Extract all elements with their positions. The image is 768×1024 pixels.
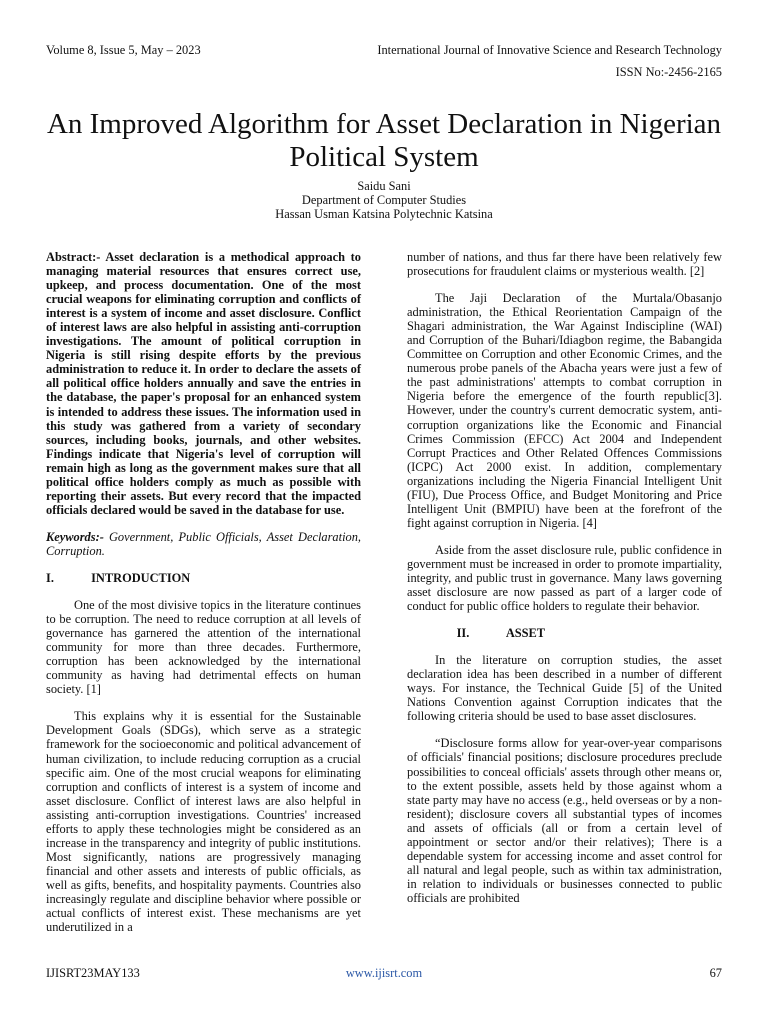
author-block [40, 179, 728, 221]
volume-issue: Volume 8, Issue 5, May – 2023 [46, 43, 201, 57]
paragraph: This explains why it is essential for the Sustainable Development Goals (SDGs), which serve as a strategic framework for the socioeconomic and political advancement of human civilization, to include reducing corruption as a crucial specific aim. One of the most crucial weapons for eliminating corruption and conflicts of interest is a system of income and asset disclosure. Conflict of interest laws are also helpful in assisting anti-corruption investigations. Countries' increased efforts to apply these technologies might be considered as an increase in the transparency and integrity of public institutions. Most significantly, nations are progressively managing financial and other assets and interests of public officials, as well as gifts, benefits, and hospitality payments. Countries also increasingly regulate and discipline behavior where possible or actual conflicts of interest exist. These mechanisms are yet underutilized in a [46, 709, 361, 935]
section-title: INTRODUCTION [91, 570, 191, 585]
abstract: Abstract:- Asset declaration is a methodical approach to managing material resources that ensures correct use, upkeep, and process documentation. One of the most crucial weapons for eliminating corruption and conflicts of interest is a system of income and asset disclosure. Conflict of interest laws are also helpful in assisting anti-corruption investigations. The amount of political corruption in Nigeria is still rising despite efforts by the previous administration to reduce it. In order to declare the assets of all political office holders annually and save the entries in the database, the paper's proposal for an enhanced system is intended to address these issues. The information used in this study was gathered from a variety of secondary sources, including books, journals, and other websites. Findings indicate that Nigeria's level of corruption will remain high as long as the government makes sure that all political office holders comply as much as possible with reporting their assets. But every record that the impacted officials declared would be saved in the database for use. [46, 250, 361, 517]
section-title: ASSET [505, 626, 546, 641]
journal-name: International Journal of Innovative Science and Research Technology [377, 43, 722, 57]
page-number: 67 [709, 966, 722, 980]
section-number: I. [46, 570, 54, 585]
paragraph: number of nations, and thus far there have been relatively few prosecutions for fraudulent claims or mysterious wealth. [2] [407, 250, 722, 279]
author-institution: Hassan Usman Katsina Polytechnic Katsina [275, 207, 493, 221]
paragraph: One of the most divisive topics in the literature continues to be corruption. The need to reduce corruption at all levels of governance has garnered the attention of the international community for more than three decades. Furthermore, corruption has been acknowledged by the international community as having had detrimental effects on human society. [1] [46, 598, 361, 697]
author-name: Saidu Sani [357, 179, 411, 193]
author-department: Department of Computer Studies [301, 193, 467, 207]
keywords [46, 530, 361, 558]
keywords-label: Keywords:- [46, 529, 104, 544]
journal-url-link[interactable]: www.ijisrt.com [345, 966, 423, 980]
section-number: II. [456, 626, 470, 641]
issn: ISSN No:-2456-2165 [615, 65, 722, 79]
paragraph: The Jaji Declaration of the Murtala/Obasanjo administration, the Ethical Reorientation Campaign of the Shagari administration, the War Against Indiscipline (WAI) and Corruption of the Buhari/Idiagbon regime, the Babangida Committee on Corruption and other Economic Crimes, and the numerous probe panels of the Abacha years were just a few of the past administrations' attempts to combat corruption in Nigeria before the emergence of the fourth republic[3]. However, under the country's current democratic system, anti-corruption organizations like the Economic and Financial Crimes Commission (EFCC) Act 2004 and Independent Corrupt Practices and Other Related Offences Commissions (ICPC) Act 2000 exist. In addition, complementary organizations including the Nigeria Financial Intelligent Unit (FIU), Due Process Office, and Budget Monitoring and Price Intelligent Unit (BMPIU) have been at the forefront of the fight against corruption in Nigeria. [4] [407, 291, 722, 530]
section-heading-introduction [46, 571, 361, 585]
paragraph: Aside from the asset disclosure rule, public confidence in government must be increased in order to promote impartiality, integrity, and public trust in governance. Many laws governing asset disclosure are now passed as part of a larger code of conduct for public office holders to regulate their behavior. [407, 542, 722, 614]
article-code: IJISRT23MAY133 [46, 966, 140, 980]
paragraph: In the literature on corruption studies, the asset declaration idea has been described in a number of different ways. For instance, the Technical Guide [5] of the United Nations Convention against Corruption indicates that the following criteria should be used to base asset disclosures. [407, 653, 722, 724]
paragraph: “Disclosure forms allow for year-over-year comparisons of officials' financial positions; disclosure procedures preclude possibilities to conceal officials' assets through other means or, to the extent possible, assets held by those against whom a state party may have no access (e.g., held overseas or by a non-resident); disclosure covers all substantial types of incomes and assets of officials (all or from a certain level of appointment or sector and/or their relatives); There is a dependable system for accessing income and asset control for all natural and legal people, such as within tax administration, in relation to individuals or businesses connected to public officials are prohibited [407, 736, 722, 905]
keywords-text: Government, Public Officials, Asset Declaration, Corruption. [46, 529, 361, 558]
right-column [407, 250, 722, 905]
paper-title: An Improved Algorithm for Asset Declaration in Nigerian Political System [46, 108, 722, 174]
section-heading-asset [407, 626, 722, 640]
left-column [46, 250, 361, 934]
